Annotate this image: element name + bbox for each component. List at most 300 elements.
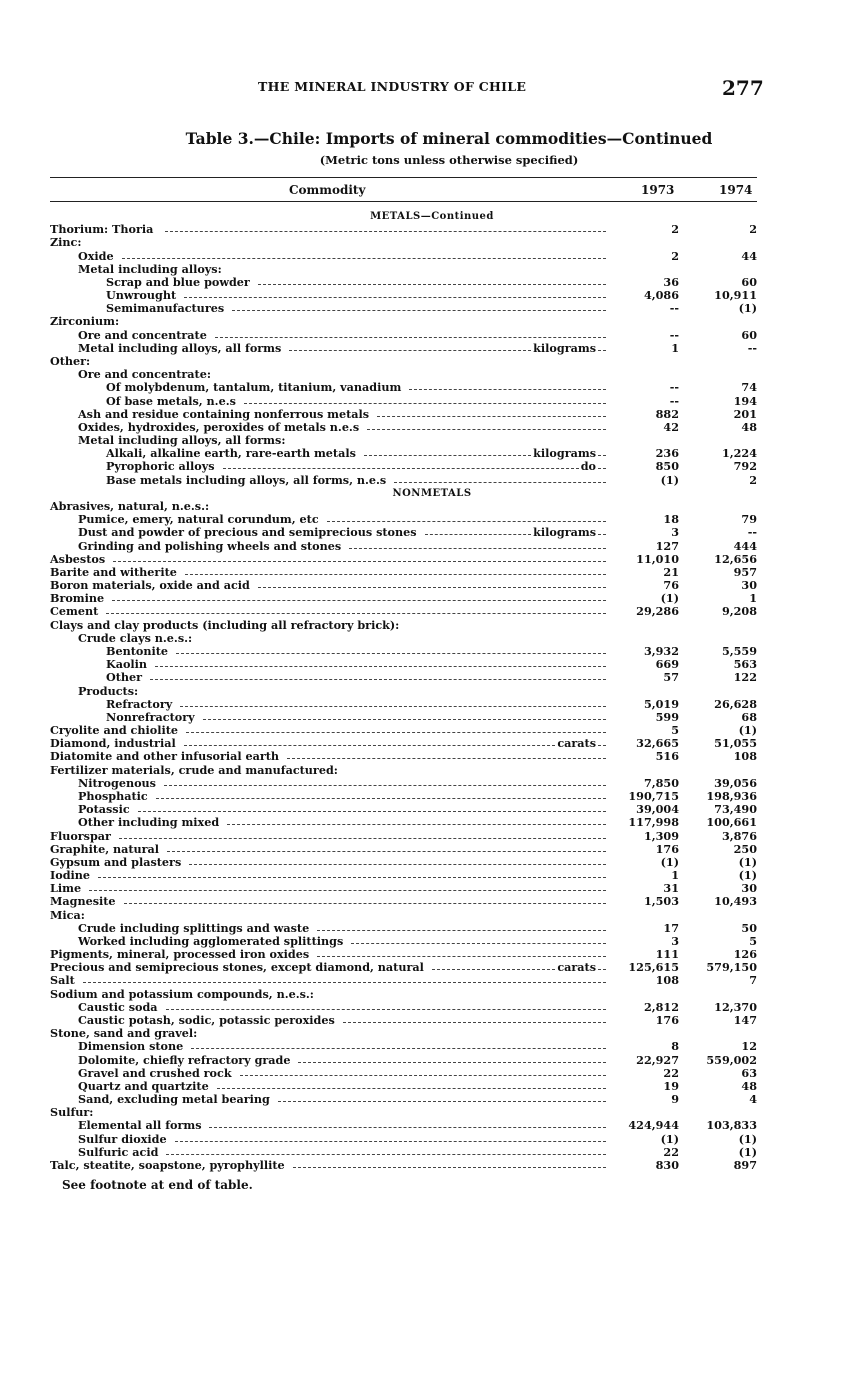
- table-footnote: See footnote at end of table.: [62, 1178, 253, 1192]
- table-row: [0, 1001, 864, 1014]
- value-1973: 1: [671, 340, 679, 355]
- table-row: [0, 263, 864, 276]
- table-row: [0, 474, 864, 487]
- dot-leader: [598, 468, 606, 469]
- unit-label: kilograms: [533, 525, 596, 540]
- table-row: [0, 1080, 864, 1093]
- value-1974: 126: [733, 947, 757, 962]
- value-1974: (1): [738, 1131, 757, 1146]
- table-row: [0, 1027, 864, 1040]
- dot-leader: [98, 877, 606, 878]
- page-number: 277: [722, 76, 764, 100]
- dot-leader: [364, 455, 531, 456]
- table-row: [0, 579, 864, 592]
- dot-leader: [258, 284, 606, 285]
- value-1974: 108: [733, 749, 757, 764]
- table-row: [0, 592, 864, 605]
- commodity-label: Scrap and blue powder: [106, 274, 250, 289]
- value-1973: 3,932: [643, 643, 679, 658]
- column-header-1974: 1974: [719, 183, 753, 197]
- dot-leader: [119, 838, 606, 839]
- unit-label: kilograms: [533, 446, 596, 461]
- commodity-label: Mica:: [50, 907, 85, 922]
- commodity-label: Elemental all forms: [78, 1118, 202, 1133]
- dot-leader: [409, 389, 606, 390]
- dot-leader: [122, 258, 606, 259]
- value-1973: 76: [663, 578, 679, 592]
- dot-leader: [244, 403, 606, 404]
- commodity-label: Products:: [78, 683, 139, 698]
- table-row: [0, 605, 864, 618]
- table-row: [0, 882, 864, 895]
- commodity-label: Sulfur dioxide: [78, 1131, 167, 1146]
- commodity-label: Grinding and polishing wheels and stones: [78, 538, 342, 553]
- commodity-label: Asbestos: [50, 551, 106, 566]
- table-row: [0, 447, 864, 460]
- unit-label: kilograms: [533, 340, 596, 355]
- value-1973: (1): [660, 854, 679, 869]
- running-head: THE MINERAL INDUSTRY OF CHILE: [258, 79, 527, 94]
- commodity-label: Gypsum and plasters: [50, 854, 182, 869]
- table-row: [0, 632, 864, 645]
- table-row: [0, 566, 864, 579]
- value-1974: 147: [733, 1013, 757, 1027]
- value-1973: 2: [671, 222, 679, 237]
- table-row: [0, 1133, 864, 1146]
- value-1973: 127: [655, 538, 679, 553]
- dot-leader: [425, 534, 532, 535]
- table-row: [0, 803, 864, 816]
- table-row: [0, 935, 864, 948]
- dot-leader: [377, 416, 606, 417]
- dot-leader: [167, 851, 606, 852]
- commodity-label: Crude clays n.e.s.:: [78, 630, 193, 645]
- section-heading: [0, 210, 864, 223]
- value-1974: 9,208: [721, 604, 757, 619]
- table-row: [0, 869, 864, 882]
- dot-leader: [166, 1009, 606, 1010]
- table-row: [0, 658, 864, 671]
- dot-leader: [185, 574, 606, 575]
- value-1974: 563: [733, 657, 757, 672]
- dot-leader: [191, 1048, 606, 1049]
- dot-leader: [317, 930, 606, 931]
- table-row: [0, 737, 864, 750]
- commodity-label: Caustic potash, sodic, potassic peroxides: [78, 1013, 335, 1027]
- commodity-label: Ore and concentrate:: [78, 367, 211, 382]
- value-1973: 669: [655, 657, 679, 672]
- value-1974: 12: [741, 1039, 757, 1054]
- dot-leader: [184, 745, 556, 746]
- dot-leader: [432, 969, 555, 970]
- value-1974: 73,490: [714, 802, 757, 817]
- table-row: [0, 1106, 864, 1119]
- value-1973: 5,019: [643, 696, 679, 711]
- dot-leader: [327, 521, 606, 522]
- table-row: [0, 368, 864, 381]
- commodity-label: Magnesite: [50, 894, 116, 909]
- column-header-commodity: Commodity: [289, 183, 366, 197]
- table-row: [0, 1159, 864, 1172]
- value-1973: 5: [671, 723, 679, 737]
- value-1973: 57: [663, 670, 679, 685]
- dot-leader: [598, 534, 606, 535]
- value-1973: 22: [663, 1144, 679, 1159]
- dot-leader: [156, 798, 606, 799]
- table-row: [0, 1093, 864, 1106]
- value-1973: 8: [671, 1039, 679, 1054]
- dot-leader: [367, 429, 606, 430]
- commodity-label: Zinc:: [50, 235, 82, 250]
- table-row: [0, 553, 864, 566]
- table-row: [0, 526, 864, 539]
- table-row: [0, 1040, 864, 1053]
- table-row: [0, 988, 864, 1001]
- commodity-label: Quartz and quartzite: [78, 1078, 209, 1093]
- dot-leader: [298, 1062, 606, 1063]
- table-row: [0, 381, 864, 394]
- value-1974: 63: [741, 1065, 757, 1080]
- value-1974: 2: [749, 222, 757, 237]
- value-1974: (1): [738, 854, 757, 869]
- value-1973: 9: [671, 1092, 679, 1107]
- commodity-label: Caustic soda: [78, 999, 158, 1014]
- table-row: [0, 302, 864, 315]
- dot-leader: [113, 561, 606, 562]
- value-1974: 10,911: [714, 288, 757, 303]
- commodity-label: Refractory: [106, 696, 173, 711]
- value-1973: 29,286: [636, 604, 679, 619]
- value-1974: 12,656: [714, 551, 757, 566]
- value-1973: 1,309: [643, 828, 679, 843]
- commodity-label: Other: [106, 670, 143, 685]
- value-1974: 957: [733, 564, 757, 579]
- dot-leader: [180, 706, 606, 707]
- value-1973: 516: [655, 749, 679, 764]
- dot-leader: [598, 455, 606, 456]
- commodity-label: Cryolite and chiolite: [50, 723, 178, 737]
- dot-leader: [217, 1088, 606, 1089]
- table-row: [0, 830, 864, 843]
- value-1973: 39,004: [636, 802, 679, 817]
- commodity-label: Nonrefractory: [106, 709, 195, 724]
- commodity-label: Potassic: [78, 802, 130, 817]
- section-heading: [0, 487, 864, 500]
- dot-leader: [598, 745, 606, 746]
- value-1974: 444: [733, 538, 757, 553]
- commodity-label: Iodine: [50, 868, 91, 882]
- commodity-label: Clays and clay products (including all refractory brick):: [50, 617, 400, 632]
- table-row: [0, 750, 864, 763]
- table-row: [0, 1146, 864, 1159]
- commodity-label: Oxides, hydroxides, peroxides of metals n.e.s: [78, 419, 360, 434]
- dot-leader: [89, 890, 606, 891]
- value-1974: 5: [749, 933, 757, 948]
- commodity-label: Semimanufactures: [106, 301, 225, 316]
- commodity-label: Metal including alloys:: [78, 261, 222, 276]
- value-1974: --: [747, 525, 757, 540]
- value-1973: --: [669, 301, 679, 316]
- value-1973: 599: [655, 709, 679, 724]
- commodity-label: Precious and semiprecious stones, except diamond, natural: [50, 960, 424, 975]
- table-row: [0, 790, 864, 803]
- commodity-label: Bromine: [50, 591, 105, 606]
- dot-leader: [165, 231, 606, 232]
- commodity-label: Base metals including alloys, all forms, n.e.s: [106, 472, 387, 487]
- commodity-label: Metal including alloys, all forms: [78, 340, 282, 355]
- table-row: [0, 922, 864, 935]
- value-1974: 30: [741, 881, 757, 896]
- table-row: [0, 764, 864, 777]
- dot-leader: [150, 679, 606, 680]
- dot-leader: [394, 482, 606, 483]
- table-row: [0, 645, 864, 658]
- commodity-label: Diamond, industrial: [50, 736, 176, 751]
- value-1974: 48: [741, 419, 757, 434]
- value-1974: 194: [733, 393, 757, 408]
- table-row: [0, 500, 864, 513]
- dot-leader: [138, 811, 606, 812]
- dot-leader: [124, 903, 606, 904]
- value-1973: 111: [655, 947, 679, 962]
- commodity-label: Bentonite: [106, 643, 169, 658]
- table-row: [0, 685, 864, 698]
- dot-leader: [351, 943, 606, 944]
- dot-leader: [278, 1101, 606, 1102]
- table-row: [0, 856, 864, 869]
- commodity-label: Kaolin: [106, 657, 148, 672]
- value-1974: 79: [741, 512, 757, 527]
- value-1973: 1,503: [643, 894, 679, 909]
- commodity-label: Salt: [50, 973, 75, 988]
- commodity-label: Worked including agglomerated splittings: [78, 933, 344, 948]
- commodity-label: Sodium and potassium compounds, n.e.s.:: [50, 986, 314, 1001]
- unit-label: carats: [557, 960, 596, 975]
- value-1973: 830: [655, 1158, 679, 1172]
- commodity-label: Lime: [50, 881, 82, 896]
- value-1973: 190,715: [628, 788, 679, 803]
- value-1974: 103,833: [706, 1118, 757, 1133]
- value-1973: 108: [655, 973, 679, 988]
- commodity-label: Pyrophoric alloys: [106, 459, 215, 474]
- commodity-label: Oxide: [78, 248, 114, 263]
- dot-leader: [189, 864, 606, 865]
- commodity-label: Sand, excluding metal bearing: [78, 1092, 270, 1107]
- value-1973: 31: [663, 881, 679, 896]
- dot-leader: [240, 1075, 606, 1076]
- value-1973: 22: [663, 1065, 679, 1080]
- dot-leader: [343, 1022, 606, 1023]
- table-row: [0, 698, 864, 711]
- table-row: [0, 223, 864, 236]
- commodity-label: Metal including alloys, all forms:: [78, 433, 286, 448]
- dot-leader: [258, 587, 606, 588]
- value-1974: 4: [749, 1092, 757, 1107]
- value-1974: 201: [733, 406, 757, 421]
- unit-label: do: [580, 459, 596, 474]
- value-1974: (1): [738, 723, 757, 737]
- table-row: [0, 619, 864, 632]
- value-1974: 897: [733, 1158, 757, 1172]
- commodity-label: Graphite, natural: [50, 841, 160, 856]
- value-1973: 42: [663, 419, 679, 434]
- value-1974: 1,224: [721, 446, 757, 461]
- unit-label: carats: [557, 736, 596, 751]
- value-1974: 792: [733, 459, 757, 474]
- value-1974: 198,936: [706, 788, 757, 803]
- dot-leader: [203, 719, 606, 720]
- dot-leader: [287, 758, 606, 759]
- value-1973: 18: [663, 512, 679, 527]
- value-1974: 50: [741, 920, 757, 935]
- table-title-text: Table 3.—Chile: Imports of mineral commodities—Continued: [185, 129, 713, 148]
- commodity-label: Phosphatic: [78, 788, 148, 803]
- table-row: [0, 895, 864, 908]
- value-1974: 3,876: [721, 828, 757, 843]
- commodity-label: Dust and powder of precious and semiprecious stones: [78, 525, 417, 540]
- table-row: [0, 460, 864, 473]
- dot-leader: [598, 350, 606, 351]
- value-1974: 39,056: [714, 775, 757, 790]
- commodity-label: Other:: [50, 354, 91, 368]
- value-1973: 3: [671, 933, 679, 948]
- value-1973: 882: [655, 406, 679, 421]
- dot-leader: [293, 1167, 606, 1168]
- table-row: [0, 1067, 864, 1080]
- value-1974: 60: [741, 274, 757, 289]
- dot-leader: [209, 1127, 606, 1128]
- value-1973: (1): [660, 472, 679, 487]
- value-1974: 30: [741, 578, 757, 592]
- table-row: [0, 961, 864, 974]
- dot-leader: [106, 613, 606, 614]
- value-1974: 122: [733, 670, 757, 685]
- table-subtitle-text: (Metric tons unless otherwise specified): [319, 153, 579, 167]
- value-1974: (1): [738, 868, 757, 882]
- value-1973: 36: [663, 274, 679, 289]
- dot-leader: [227, 824, 606, 825]
- table-row: [0, 434, 864, 447]
- table-row: [0, 250, 864, 263]
- commodity-label: Ore and concentrate: [78, 327, 207, 342]
- value-1973: 2: [671, 248, 679, 263]
- value-1974: 2: [749, 472, 757, 487]
- commodity-label: Pigments, mineral, processed iron oxides: [50, 947, 310, 962]
- dot-leader: [175, 1141, 606, 1142]
- dot-leader: [83, 982, 606, 983]
- commodity-label: Pumice, emery, natural corundum, etc: [78, 512, 319, 527]
- value-1973: --: [669, 393, 679, 408]
- commodity-label: Alkali, alkaline earth, rare-earth metals: [106, 446, 356, 461]
- commodity-label: Dolomite, chiefly refractory grade: [78, 1052, 291, 1067]
- value-1974: 12,370: [714, 999, 757, 1014]
- table-row: [0, 342, 864, 355]
- table-row: [0, 974, 864, 987]
- table-row: [0, 276, 864, 289]
- value-1973: 236: [655, 446, 679, 461]
- commodity-label: Dimension stone: [78, 1039, 184, 1054]
- value-1973: (1): [660, 1131, 679, 1146]
- value-1974: 100,661: [706, 815, 757, 830]
- value-1974: 51,055: [714, 736, 757, 751]
- value-1974: --: [747, 340, 757, 355]
- table-row: [0, 236, 864, 249]
- value-1973: 850: [655, 459, 679, 474]
- value-1973: 17: [663, 920, 679, 935]
- dot-leader: [164, 785, 606, 786]
- dot-leader: [184, 297, 606, 298]
- value-1973: 176: [655, 1013, 679, 1027]
- value-1973: 125,615: [628, 960, 679, 975]
- dot-leader: [112, 600, 606, 601]
- value-1973: 117,998: [628, 815, 679, 830]
- dot-leader: [186, 732, 606, 733]
- value-1974: 44: [741, 248, 757, 263]
- table-row: [0, 671, 864, 684]
- table-row: [0, 948, 864, 961]
- table-row: [0, 395, 864, 408]
- commodity-label: Boron materials, oxide and acid: [50, 578, 250, 592]
- commodity-label: Fertilizer materials, crude and manufactured:: [50, 762, 338, 777]
- dot-leader: [349, 548, 606, 549]
- value-1973: --: [669, 327, 679, 342]
- commodity-label: Crude including splittings and waste: [78, 920, 310, 935]
- table-row: [0, 513, 864, 526]
- table-row: [0, 1054, 864, 1067]
- commodity-label: Sulfur:: [50, 1105, 94, 1120]
- dot-leader: [317, 956, 606, 957]
- value-1974: 48: [741, 1078, 757, 1093]
- dot-leader: [166, 1154, 606, 1155]
- value-1974: 26,628: [714, 696, 757, 711]
- dot-leader: [232, 310, 606, 311]
- value-1973: 7,850: [643, 775, 679, 790]
- value-1974: (1): [738, 1144, 757, 1159]
- commodity-label: Of molybdenum, tantalum, titanium, vanadium: [106, 380, 402, 395]
- table-row: [0, 724, 864, 737]
- value-1973: --: [669, 380, 679, 395]
- value-1973: (1): [660, 591, 679, 606]
- value-1974: 559,002: [706, 1052, 757, 1067]
- table-row: [0, 289, 864, 302]
- value-1973: 21: [663, 564, 679, 579]
- commodity-label: Zirconium:: [50, 314, 120, 329]
- value-1974: 5,559: [721, 643, 757, 658]
- value-1974: 68: [741, 709, 757, 724]
- commodity-label: Ash and residue containing nonferrous metals: [78, 406, 370, 421]
- table-row: [0, 843, 864, 856]
- value-1974: 60: [741, 327, 757, 342]
- value-1973: 11,010: [636, 551, 679, 566]
- table-row: [0, 355, 864, 368]
- value-1973: 2,812: [643, 999, 679, 1014]
- table-row: [0, 540, 864, 553]
- column-header-1973: 1973: [641, 183, 675, 197]
- value-1973: 3: [671, 525, 679, 540]
- dot-leader: [598, 969, 606, 970]
- commodity-label: Fluorspar: [50, 828, 111, 843]
- commodity-label: Stone, sand and gravel:: [50, 1026, 198, 1041]
- commodity-label: Thorium: Thoria: [50, 222, 154, 237]
- commodity-label: Sulfuric acid: [78, 1144, 159, 1159]
- dot-leader: [223, 468, 579, 469]
- value-1974: 250: [733, 841, 757, 856]
- dot-leader: [155, 666, 606, 667]
- value-1974: 7: [749, 973, 757, 988]
- table-row: [0, 408, 864, 421]
- value-1973: 32,665: [636, 736, 679, 751]
- commodity-label: Talc, steatite, soapstone, pyrophyllite: [50, 1158, 285, 1172]
